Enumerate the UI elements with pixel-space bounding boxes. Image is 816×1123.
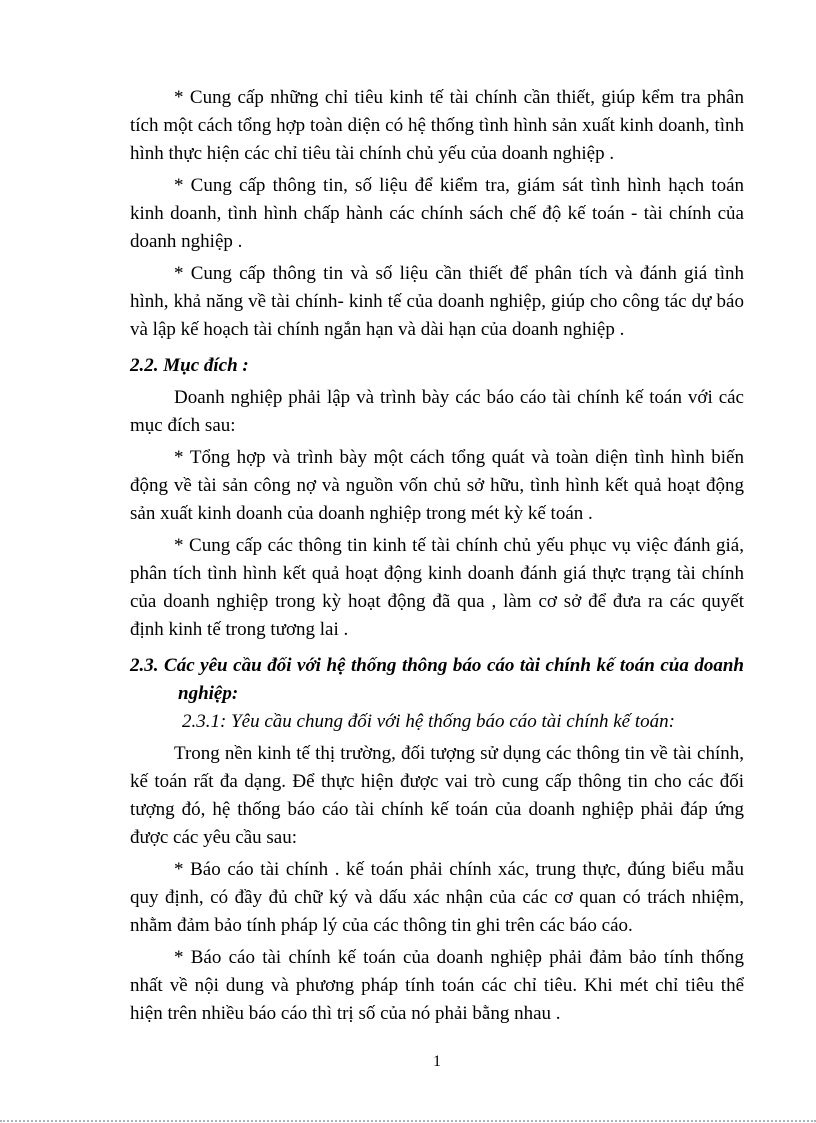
page-number: 1 [433, 1053, 441, 1070]
document-body [130, 84, 744, 1028]
paragraph-purpose-intro: Doanh nghiệp phải lập và trình bày các báo cáo tài chính kế toán với các mục đích sau: [130, 387, 744, 436]
paragraph-role-1: * Cung cấp những chỉ tiêu kinh tế tài chính cần thiết, giúp kểm tra phân tích một cách tổng hợp toàn diện có hệ thống tình hình sản xuất kinh doanh, tình hình thực hiện các chỉ tiêu tài chính chủ yếu của doanh nghiệp . [130, 87, 744, 164]
subsection-heading-2-3-1: 2.3.1: Yêu cầu chung đối với hệ thống báo cáo tài chính kế toán: [182, 711, 675, 732]
paragraph-requirement-1: * Báo cáo tài chính . kế toán phải chính xác, trung thực, đúng biểu mẫu quy định, có đầy đủ chữ ký và dấu xác nhận của các cơ quan có trách nhiệm, nhằm đảm bảo tính pháp lý của các thông tin ghi trên các báo cáo. [130, 859, 744, 936]
section-heading-2-3: 2.3. Các yêu cầu đối với hệ thống thông báo cáo tài chính kế toán của doanh nghiệp: [130, 655, 744, 704]
page-footer [130, 1052, 744, 1072]
page-bottom-dotted-divider [0, 1120, 816, 1122]
paragraph-purpose-1: * Tổng hợp và trình bày một cách tổng quát và toàn diện tình hình biến động về tài sản công nợ và nguồn vốn chủ sở hữu, tình hình kết quả hoạt động sản xuất kinh doanh của doanh nghiệp trong mét kỳ kế toán . [130, 447, 744, 524]
paragraph-requirement-2: * Báo cáo tài chính kế toán của doanh nghiệp phải đảm bảo tính thống nhất về nội dung và phương pháp tính toán các chỉ tiêu. Khi mét chỉ tiêu thể hiện trên nhiều báo cáo thì trị số của nó phải bằng nhau . [130, 947, 744, 1024]
paragraph-role-2: * Cung cấp thông tin, số liệu để kiểm tra, giám sát tình hình hạch toán kinh doanh, tình hình chấp hành các chính sách chế độ kế toán - tài chính của doanh nghiệp . [130, 175, 744, 252]
paragraph-role-3: * Cung cấp thông tin và số liệu cần thiết để phân tích và đánh giá tình hình, khả năng về tài chính- kinh tế của doanh nghiệp, giúp cho công tác dự báo và lập kế hoạch tài chính ngắn hạn và dài hạn của doanh nghiệp . [130, 263, 744, 340]
section-heading-2-2: 2.2. Mục đích : [130, 355, 249, 376]
paragraph-purpose-2: * Cung cấp các thông tin kinh tế tài chính chủ yếu phục vụ việc đánh giá, phân tích tình hình kết quả hoạt động kinh doanh đánh giá thực trạng tài chính của doanh nghiệp trong kỳ hoạt động đã qua , làm cơ sở để đưa ra các quyết định kinh tế trong tương lai . [130, 535, 744, 640]
paragraph-requirements-intro: Trong nền kinh tế thị trường, đối tượng sử dụng các thông tin về tài chính, kế toán rất đa dạng. Để thực hiện được vai trò cung cấp thông tin cho các đối tượng đó, hệ thống báo cáo tài chính kế toán của doanh nghiệp phải đáp ứng được các yêu cầu sau: [130, 743, 744, 848]
